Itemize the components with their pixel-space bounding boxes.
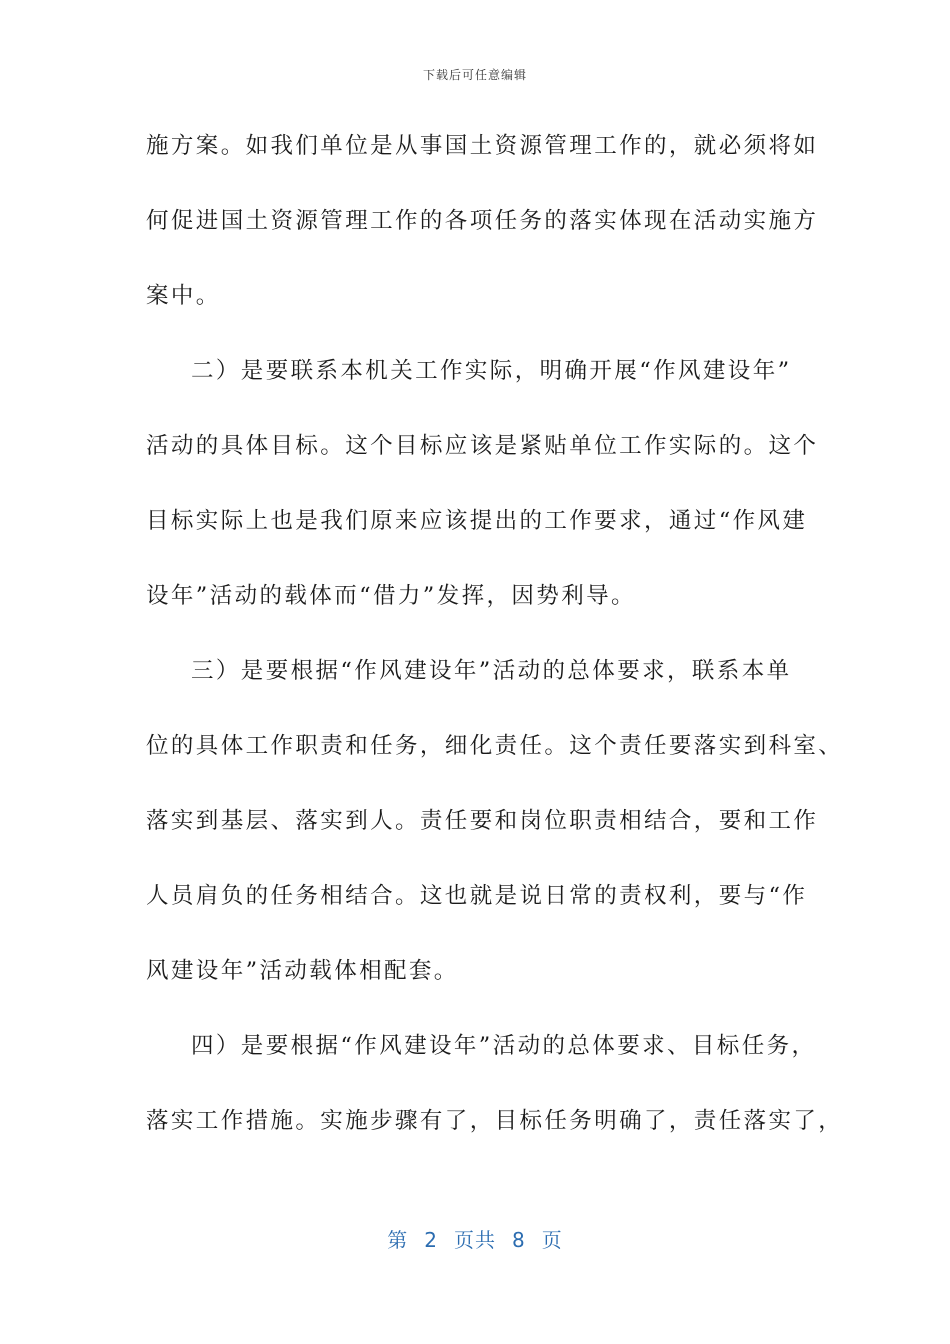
text-line: 位的具体工作职责和任务，细化责任。这个责任要落实到科室、 [146, 733, 844, 759]
document-body [146, 122, 844, 1172]
text-line: 落实工作措施。实施步骤有了，目标任务明确了，责任落实了， [146, 1108, 844, 1134]
page-label-prefix: 第 [387, 1228, 409, 1252]
text-line: 活动的具体目标。这个目标应该是紧贴单位工作实际的。这个 [146, 433, 819, 459]
text-line: 风建设年”活动载体相配套。 [146, 958, 459, 984]
text-line: 施方案。如我们单位是从事国土资源管理工作的，就必须将如 [146, 133, 819, 159]
paragraph-start-line: 四）是要根据“作风建设年”活动的总体要求、目标任务， [191, 1033, 817, 1059]
paragraph-start-line: 二）是要联系本机关工作实际，明确开展“作风建设年” [191, 358, 792, 384]
text-line: 设年”活动的载体而“借力”发挥，因势利导。 [146, 583, 636, 609]
text-line: 目标实际上也是我们原来应该提出的工作要求，通过“作风建 [146, 508, 808, 534]
paragraph-start-line: 三）是要根据“作风建设年”活动的总体要求，联系本单 [191, 658, 792, 684]
text-line: 落实到基层、落实到人。责任要和岗位职责相结合，要和工作 [146, 808, 819, 834]
page-number: 2 [424, 1228, 438, 1252]
page-footer [0, 1224, 950, 1253]
text-line: 案中。 [146, 283, 221, 309]
page-label-mid: 页共 [454, 1228, 496, 1252]
header-note: 下载后可任意编辑 [422, 68, 527, 82]
text-line: 人员肩负的任务相结合。这也就是说日常的责权利，要与“作 [146, 883, 808, 909]
page-total: 8 [512, 1228, 526, 1252]
page-label-suffix: 页 [541, 1228, 563, 1252]
text-line: 何促进国土资源管理工作的各项任务的落实体现在活动实施方 [146, 208, 819, 234]
